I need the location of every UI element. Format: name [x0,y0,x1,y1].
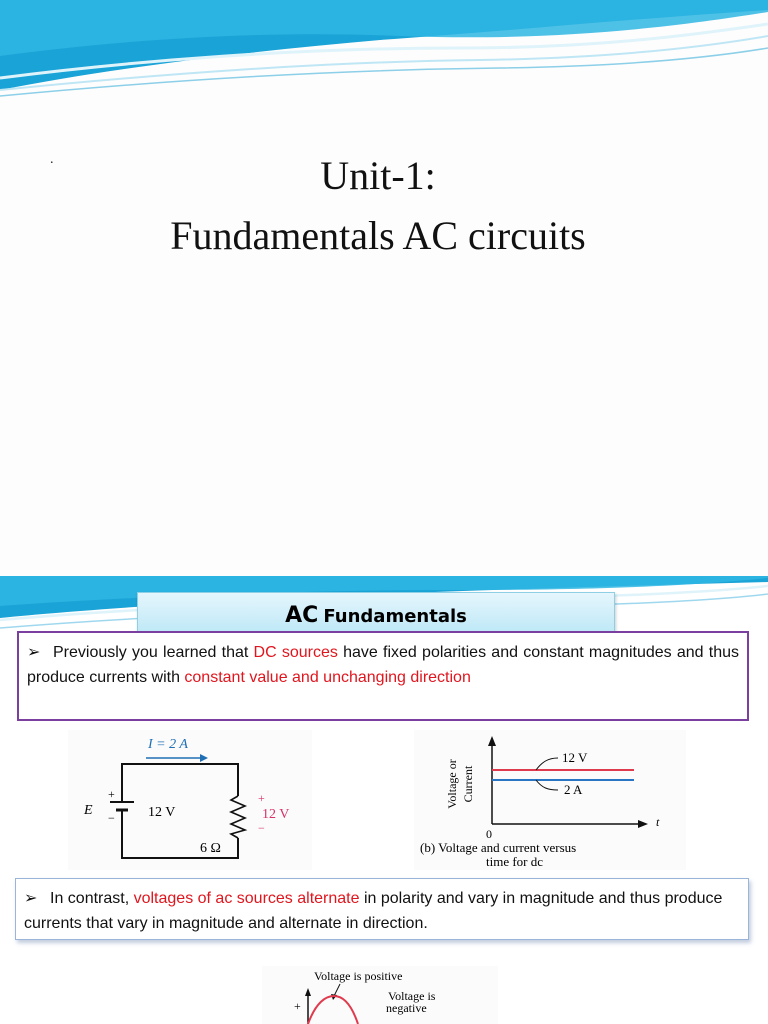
header-fundamentals: Fundamentals [323,606,467,627]
text-segment: in polarity and vary in magnitude and thus produce currents that vary in magnitude and alternate in direction. [24,890,723,932]
header-ac: AC [285,603,319,628]
dc-circuit-figure [68,730,312,870]
bullet-dot: . [50,152,54,167]
decorative-wave-header [0,0,768,100]
graph-ylabel-2: Current [461,765,475,803]
ac-fundamentals-slide [0,576,768,1024]
ac-waveform-figure [262,966,498,1024]
svg-text:−: − [258,821,265,835]
svg-text:−: − [108,811,115,825]
arrow-bullet-icon: ➢ [24,890,38,907]
resistance-label: 6 Ω [200,841,221,856]
highlight-constant-value: constant value and unchanging direction [184,669,471,686]
highlight-dc-sources: DC sources [253,644,338,661]
svg-text:+: + [108,787,115,801]
source-label: E [84,803,93,818]
text-segment: In contrast, [50,890,134,907]
graph-ylabel-1: Voltage or [445,759,459,809]
voltage-negative-label-2: negative [386,1001,427,1015]
graph-caption-1: (b) Voltage and current versus [420,840,577,855]
voltage-positive-label: Voltage is positive [314,969,403,983]
current-line-label: 2 A [564,782,583,797]
highlight-ac-alternate: voltages of ac sources alternate [133,890,360,907]
current-label: I = 2 A [148,737,188,752]
voltage-negative-label-1: Voltage is [388,989,436,1003]
resistor-voltage: 12 V [262,807,290,822]
time-axis-label: t [656,815,660,829]
arrow-bullet-icon: ➢ [27,644,41,661]
text-segment: Previously you learned that [53,644,254,661]
origin-label: 0 [486,827,492,841]
source-voltage: 12 V [148,805,176,820]
voltage-line-label: 12 V [562,750,588,765]
graph-caption-2: time for dc [486,854,544,869]
svg-text:+: + [258,791,265,805]
text-segment: have fixed polarities and constant magnitudes and thus produce currents with [27,644,740,686]
dc-explanation-box [17,631,749,721]
slide-title-line1: Unit-1: [320,153,436,198]
slide-title-line2: Fundamentals AC circuits [170,213,586,258]
svg-text:+: + [294,999,301,1013]
ac-explanation-box [15,878,749,940]
dc-voltage-current-graph [414,730,686,870]
